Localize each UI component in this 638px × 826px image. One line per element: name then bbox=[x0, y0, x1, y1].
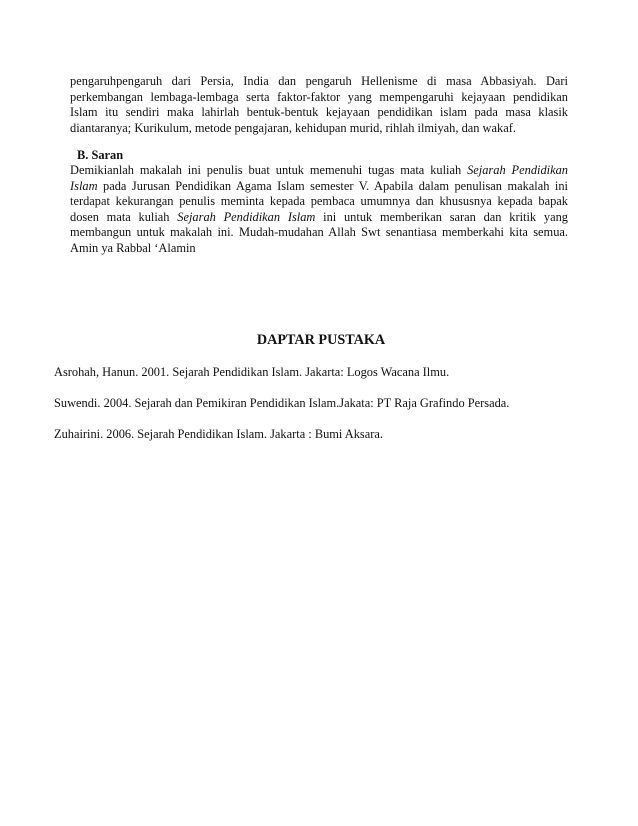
saran-text: ini untuk memberikan saran dan kritik yang bbox=[315, 209, 568, 224]
saran-line: terdapat kekurangan penulis meminta kepada pembaca umumnya dan khususnya kepada bapak bbox=[70, 194, 568, 209]
intro-line: pengaruhpengaruh dari Persia, India dan pengaruh Hellenisme di masa Abbasiyah. Dari bbox=[70, 74, 568, 88]
section-heading-saran: B. Saran bbox=[77, 148, 124, 162]
saran-line bbox=[70, 163, 568, 179]
intro-paragraph bbox=[70, 74, 568, 136]
intro-line: perkembangan lembaga-lembaga serta faktor-faktor yang mempengaruhi kejayaan pendidikan bbox=[70, 89, 568, 104]
bibliography-entry: Suwendi. 2004. Sejarah dan Pemikiran Pendidikan Islam.Jakata: PT Raja Grafindo Persada. bbox=[54, 396, 510, 410]
saran-paragraph bbox=[70, 163, 568, 257]
bibliography-entry: Zuhairini. 2006. Sejarah Pendidikan Islam. Jakarta : Bumi Aksara. bbox=[54, 427, 383, 441]
saran-text: Demikianlah makalah ini penulis buat untuk memenuhi tugas mata kuliah bbox=[70, 163, 468, 177]
saran-line bbox=[70, 210, 568, 226]
bibliography-title: DAPTAR PUSTAKA bbox=[256, 332, 386, 348]
course-title-italic: Sejarah Pendidikan bbox=[467, 163, 568, 177]
saran-text: dosen mata kuliah bbox=[70, 209, 178, 224]
saran-text: pada Jurusan Pendidikan Agama Islam semester V. Apabila dalam penulisan makalah ini bbox=[97, 178, 568, 193]
saran-line: Amin ya Rabbal ‘Alamin bbox=[70, 240, 196, 255]
course-title-italic: Islam bbox=[70, 178, 98, 193]
bibliography-entry: Asrohah, Hanun. 2001. Sejarah Pendidikan Islam. Jakarta: Logos Wacana Ilmu. bbox=[54, 365, 450, 379]
intro-line: diantaranya; Kurikulum, metode pengajaran, kehidupan murid, rihlah ilmiyah, dan wakaf. bbox=[70, 120, 516, 135]
intro-line: Islam itu sendiri maka lahirlah bentuk-bentuk kejayaan pendidikan islam pada masa klasik bbox=[70, 105, 568, 120]
saran-line: membangun untuk makalah ini. Mudah-mudahan Allah Swt senantiasa memberkahi kita semua. bbox=[70, 225, 568, 240]
course-title-italic: Sejarah Pendidikan Islam bbox=[177, 209, 316, 224]
saran-line bbox=[70, 179, 568, 195]
